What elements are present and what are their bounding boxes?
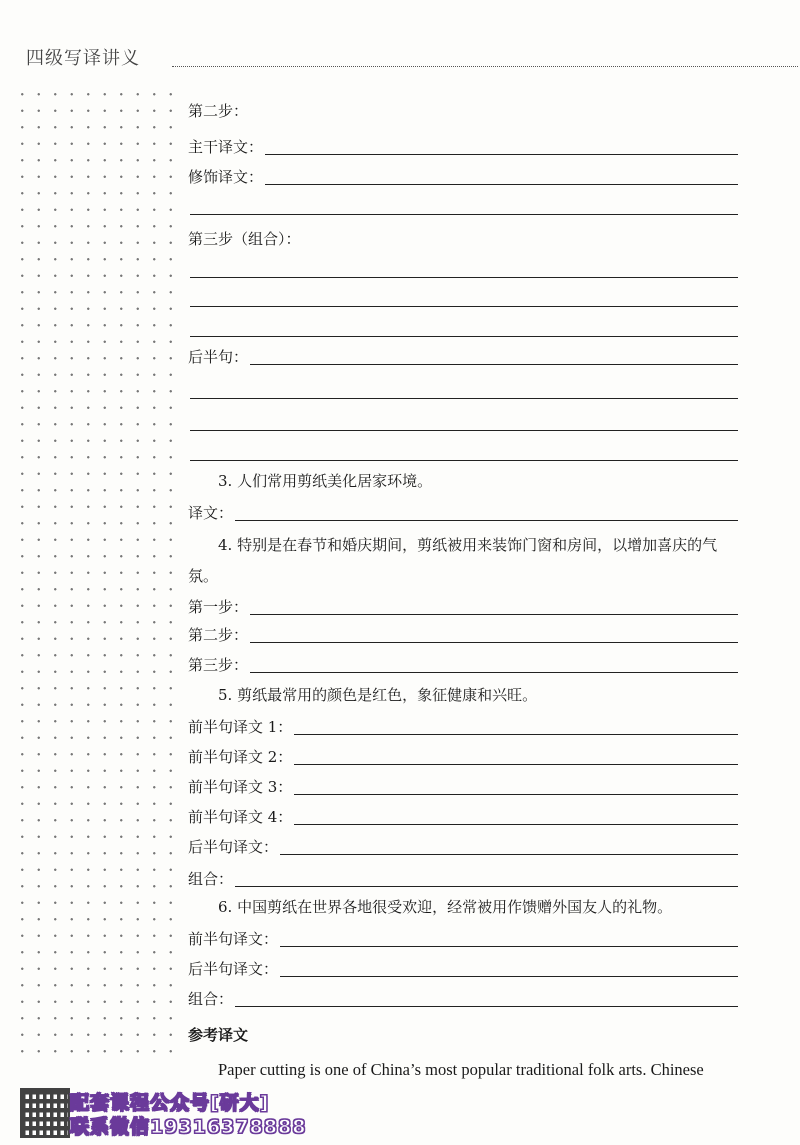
answer-line[interactable] (250, 614, 738, 615)
q6-first-half-label: 前半句译文： (188, 930, 279, 948)
q5-combine-label: 组合： (188, 870, 234, 888)
answer-line[interactable] (250, 364, 738, 365)
q5-first-half-2-row (188, 742, 738, 768)
answer-line[interactable] (235, 886, 738, 887)
q4-sentence: 4. 特别是在春节和婚庆期间，剪纸被用来装饰门窗和房间，以增加喜庆的气氛。 (188, 536, 718, 585)
header-rule (172, 66, 798, 67)
q5-first-half-3-row (188, 772, 738, 798)
q4-step3-label: 第三步： (188, 656, 249, 674)
second-half-label: 后半句： (188, 348, 249, 366)
answer-line[interactable] (250, 642, 738, 643)
answer-line[interactable] (190, 336, 738, 337)
answer-line[interactable] (190, 214, 738, 215)
answer-line[interactable] (280, 854, 738, 855)
answer-line[interactable] (265, 184, 738, 185)
answer-line[interactable] (190, 277, 738, 278)
modifier-translation-row (188, 162, 738, 188)
q5-sentence: 5. 剪纸最常用的颜色是红色，象征健康和兴旺。 (218, 686, 538, 704)
q5-combine-row (188, 864, 738, 890)
modifier-translation-label: 修饰译文： (188, 168, 264, 186)
answer-line[interactable] (250, 672, 738, 673)
q4-step3-row (188, 650, 738, 676)
answer-line[interactable] (190, 306, 738, 307)
q5-first-half-1-label: 前半句译文 1： (188, 718, 293, 736)
q4-step2-label: 第二步： (188, 626, 249, 644)
answer-line[interactable] (190, 398, 738, 399)
answer-line[interactable] (294, 764, 738, 765)
q5-second-half-row (188, 832, 738, 858)
q6-second-half-row (188, 954, 738, 980)
q4-step2-row (188, 620, 738, 646)
reference-heading: 参考译文 (188, 1026, 249, 1044)
q6-sentence: 6. 中国剪纸在世界各地很受欢迎，经常被用作馈赠外国友人的礼物。 (218, 898, 673, 916)
answer-line[interactable] (280, 976, 738, 977)
q5-first-half-1-row (188, 712, 738, 738)
answer-line[interactable] (294, 794, 738, 795)
q5-first-half-4-label: 前半句译文 4： (188, 808, 293, 826)
page-header-title: 四级写译讲义 (26, 48, 140, 69)
answer-line[interactable] (294, 824, 738, 825)
trunk-translation-row (188, 132, 738, 158)
q5-first-half-4-row (188, 802, 738, 828)
q3-translation-label: 译文： (188, 504, 234, 522)
step3-combine-row (188, 224, 738, 250)
qr-code-icon (20, 1088, 70, 1138)
watermark-line-2: 联系微信19316378888 (70, 1116, 307, 1138)
answer-line[interactable] (294, 734, 738, 735)
q4-step1-row (188, 592, 738, 618)
q5-second-half-label: 后半句译文： (188, 838, 279, 856)
q4-step1-label: 第一步： (188, 598, 249, 616)
q3-sentence: 3. 人们常用剪纸美化居家环境。 (218, 472, 433, 490)
step3-combine-label: 第三步（组合）： (188, 230, 301, 248)
trunk-translation-label: 主干译文： (188, 138, 264, 156)
second-half-row (188, 342, 738, 368)
answer-line[interactable] (235, 1006, 738, 1007)
q6-second-half-label: 后半句译文： (188, 960, 279, 978)
step2-label: 第二步： (188, 102, 249, 120)
answer-line[interactable] (265, 154, 738, 155)
answer-line[interactable] (190, 430, 738, 431)
answer-line[interactable] (235, 520, 738, 521)
q6-combine-label: 组合： (188, 990, 234, 1008)
dotted-notes-margin (14, 86, 176, 1061)
step2-row (188, 96, 738, 122)
answer-line[interactable] (280, 946, 738, 947)
answer-line[interactable] (190, 460, 738, 461)
reference-text: Paper cutting is one of China’s most popular traditional folk arts. Chinese (218, 1060, 704, 1079)
q6-first-half-row (188, 924, 738, 950)
q5-first-half-3-label: 前半句译文 3： (188, 778, 293, 796)
q3-translation-row (188, 498, 738, 524)
q5-first-half-2-label: 前半句译文 2： (188, 748, 293, 766)
watermark-line-1: 配套课程公众号[研大] (70, 1092, 270, 1114)
q6-combine-row (188, 984, 738, 1010)
